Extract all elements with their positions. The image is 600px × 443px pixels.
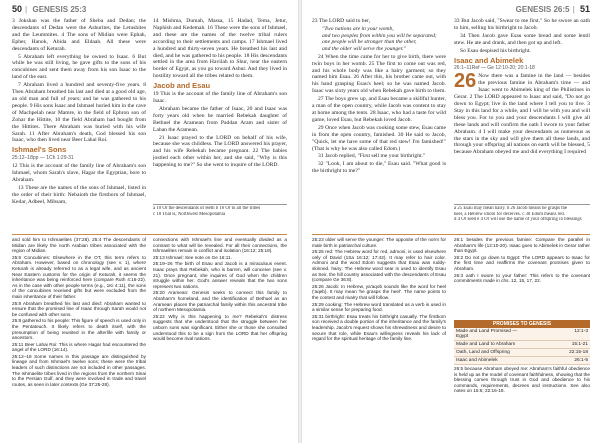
study-note: 25:25 red: The Hebrew word for red, admoni, is used elsewhere only of David (1Sa 16:12; 17:42). It may refer to hair color. Admoni and the word Edom suggests that Esau was ruddy-skinned. hairy: The Hebrew word sear is used to identify Esau as Seir, the hill country associated with the descendants of Esau (compare Ge 36:8). (312, 249, 446, 283)
study-note: 25:26 Jacob: In Hebrew, ya'aqob sounds like the word for heel ('aqeb). It may mean 'he grasps the heel'. The name points to the contest and rivalry that will follow. (312, 283, 446, 300)
verse-paragraph: 13 These are the names of the sons of Ishmael, listed in the order of their birth: Nebaioth the firstborn of Ishmael, Kedar, Adbeel, Mibsam, (12, 184, 146, 205)
poetry-block (322, 26, 446, 53)
verse-paragraph: Abraham became the father of Isaac, 20 and Isaac was forty years old when he married Rebekah daughter of Bethuel the Aramean from Paddan Aram and sister of Laban the Aramean. (153, 105, 287, 133)
table-cell: Oath, Land and Offspring (456, 350, 510, 355)
table-cell: Isaac and Abimelek (456, 358, 498, 363)
study-note: 25:20 Aramean: Genesis seeks to connect this family to Abraham's homeland, and the identification of Bethuel as an Aramean places the patriarchal family within this ancestral tribe of northern Mesopotamia. (153, 290, 287, 313)
table-cell: 26:1-5 (574, 358, 588, 363)
section-reference: 26:1–11Ref — Ge 12:10-20; 20:1-18 (454, 65, 535, 72)
table-row (454, 341, 590, 349)
study-note: 26:2 Do not go down to Egypt: The LORD appears to Isaac for the first time and reaffirms the covenant promises given to Abraham. (454, 254, 590, 271)
footnotes (454, 204, 590, 226)
table-cell: Made and Land to Abraham (456, 342, 516, 347)
verse-paragraph: 32 "Look, I am about to die," Esau said. "What good is the birthright to me?" (312, 161, 446, 175)
study-notes-column-2 (454, 237, 590, 317)
chapter-ref: 26:5 (553, 5, 570, 14)
page-number: 50 (12, 4, 23, 14)
table-row (454, 349, 590, 357)
chapter-ref: 25:3 (70, 5, 87, 14)
study-note: 25:13 Ishmael: See note on Ge 16:11. (153, 254, 232, 260)
promises-table (454, 320, 590, 365)
verse-paragraph: So Esau despised his birthright. (460, 47, 531, 54)
study-note: 25:31 birthright: Esau treats his birthright casually. The firstborn son received a double portion of the inheritance and the family's leadership. Jacob's request shows his shrewdness and desire to secure that role, while Esau's willingness reveals his lack of regard for the spiritual heritage of the family line. (312, 313, 446, 342)
study-note: 26:3 oath I swore to your father: This refers to the covenant commitments made in chs. 12, 15, 17, 22. (454, 272, 590, 284)
footnote: a 25 Esau may mean hairy. b 26 Jacob means he grasps the (454, 206, 568, 211)
verse-text: Now there was a famine in the land — besides the previous famine in Abraham's time — and Isaac went to Abimelek king of the Philistines in Gerar. 2 The LORD appeared to Isaac and said, "Do not go down to Egypt; live in the land where I tell you to live. 3 Stay in this land for a while, and I will be with you and will bless you. For to you and your descendants I will give all these lands and will confirm the oath I swore to your father Abraham. 4 I will make your descendants as numerous as the stars in the sky and will give them all these lands, and through your offspring all nations on earth will be blessed, 5 because Abraham obeyed me and did everything I required (454, 73, 590, 156)
study-notes-column-1 (12, 237, 146, 439)
scripture-column-2 (153, 18, 287, 202)
study-note: connections with Ishmael's line and eventually divided as a contrast to what will be revealed. For all their connections, the Ishmaelites remain in conflict and isolation (16:12; 25:18). (153, 237, 287, 254)
study-notes-column-2 (153, 237, 287, 439)
notes-divider (12, 234, 287, 235)
study-note: 25:12–18 Some names in this passage are distinguished by lineage and from Ishmael's twelve sons; these were the tribal leaders of such distinctions are not included in other passages. The Ishmaelite tribes lived in the regions from the northern Sinai to the Persian Gulf, and they were involved in trade and travel routes, as seen in later contexts (Ge 37:25-28). (12, 353, 146, 387)
page-number: 51 (579, 4, 590, 14)
study-note: 26:5 because Abraham obeyed me: Abraham's faithful obedience is held up as the model of covenant faithfulness, showing that the blessing comes through trust in God and obedience to his commands, requirements, decrees and instructions. See also notes on 15:6; 22:16-18. (454, 366, 590, 394)
study-note: 25:19–26 The birth of Esau and Jacob is a miraculous event. Isaac prays that Rebekah, who is barren, will conceive (see v. 21). Once pregnant, she inquires of God when the children struggle within her. God's answer reveals that the two sons represent two nations. (153, 261, 287, 289)
study-note: and sold him to Ishmaelites (37:28). 25:4 The descendants of Midian are likely the north Arabian tribes associated with the region of Midian. (12, 237, 146, 254)
study-note: 25:11 Beer Lahai Roi: This is where Hagar had encountered the angel of the LORD (16:14). (12, 341, 146, 353)
verse-paragraph: 3 Jokshan was the father of Sheba and Dedan; the descendants of Dedan were the Ashurites, the Letushites and the Leummites. 4 The sons of Midian were Ephah, Epher, Hanok, Abida and Eldaah. All these were descendants of Keturah. (12, 18, 146, 52)
table-cell: Made and Land Promised — Egypt (456, 329, 518, 339)
study-note: 25:22 Why is this happening to me? Rebekah's distress suggests that she understood that the struggle between her unborn sons was significant. Either she or those she consulted understood this to be a sign from the LORD that her offspring would become rival nations. (153, 313, 287, 342)
verse-paragraph: 19 This is the account of the family line of Abraham's son Isaac. (153, 91, 287, 104)
verse-paragraph (454, 70, 590, 156)
table-cell: 12:1-3 (574, 329, 588, 334)
footnote: c 18 That is, Northwest Mesopotamia (153, 211, 226, 217)
section-heading-ishmael: Ishmael's Sons (12, 145, 67, 155)
left-page (0, 0, 298, 443)
table-cell: 15:1-21 (571, 342, 588, 347)
verse-paragraph: 29 Once when Jacob was cooking some stew, Esau came in from the open country, famished. 30 He said to Jacob, "Quick, let me have some of that red stew! I'm famished!" (That is why he was also called Edom.) (312, 124, 446, 152)
right-page (302, 0, 600, 443)
left-page-header: 50 | GENESIS 25:3 (12, 4, 87, 14)
footnotes (153, 204, 287, 220)
study-notes-column-2b (454, 366, 590, 439)
section-heading-jacob-esau: Jacob and Esau (153, 81, 211, 91)
poetry-line: and the older will serve the younger." (322, 46, 406, 53)
study-note: 25:29 cooking: The Hebrew word translated as a verb is used in a similar sense for preparing food. (312, 301, 446, 313)
verse-paragraph: 31 Jacob replied, "First sell me your birthright." (318, 153, 426, 160)
verse-paragraph: 12 This is the account of the family line of Abraham's son Ishmael, whom Sarah's slave, Hagar the Egyptian, bore to Abraham. (12, 163, 146, 183)
study-note: 25:6 Concubines: Elsewhere in the OT, this term refers to Abraham. However, based on chronology (see v. 1), where Keturah is already referred to as a legal wife, and as ancient Near Eastern customs for the origin of Keturah, it seems the inheritance was being reinforced here (compare Ruth 4:16-22). As in the case with other people terms (e.g., 1Ki 4:11), the sons of the concubines received gifts but were excluded from the main inheritance of their father. (12, 254, 146, 299)
scripture-column-2 (454, 18, 590, 202)
footnote: a 10 Or the descendants of Heth b 16 Or to all the tribes (153, 206, 261, 211)
study-note: 25:23 older will serve the younger: The opposite of the norm for male birth in patriarchal culture. (312, 237, 446, 248)
book-name: GENESIS (32, 5, 69, 14)
verse-paragraph: 23 The LORD said to her, (312, 18, 371, 24)
study-notes-column-1 (312, 237, 446, 439)
table-cell: 22:15-18 (569, 350, 588, 355)
poetry-line: one people will be stronger than the other, (322, 39, 417, 46)
footnote: d 4 Or seed e 4 Or will use the name of your offspring in blessings (454, 217, 582, 223)
scripture-column-1 (12, 18, 146, 232)
table-row (454, 328, 590, 341)
verse-paragraph: 14 Mishma, Dumah, Massa, 15 Hadad, Tema, Jetur, Naphish and Kedemah. 16 These were the sons of Ishmael, and these are the names of the twelve tribal rulers according to their settlements and camps. 17 Ishmael lived a hundred and thirty-seven years. He breathed his last and died, and he was gathered to his people. 18 His descendants settled in the area from Havilah to Shur, near the eastern border of Egypt, as you go toward Ashur. And they lived in hostility toward all the tribes related to them. (153, 18, 287, 80)
section-reference: 25:12–18pp — 1Ch 1:29-31 (12, 155, 74, 162)
book-name: GENESIS (515, 5, 552, 14)
poetry-line: and two peoples from within you will be separated; (322, 32, 437, 39)
verse-paragraph: 33 But Jacob said, "Swear to me first." So he swore an oath to him, selling his birthright to Jacob. (454, 18, 590, 31)
study-note: 26:1 besides the previous famine: Compare the parallel in Abraham's life (12:10-20). Isaac goes to Abimelek in Gerar rather than Egypt. (454, 237, 590, 254)
table-row (454, 357, 590, 365)
verse-paragraph: 7 Abraham lived a hundred and seventy-five years. 8 Then Abraham breathed his last and died at a good old age, an old man and full of years; and he was gathered to his people. 9 His sons Isaac and Ishmael buried him in the cave of Machpelah near Mamre, in the field of Ephron son of Zohar the Hittite, 10 the field Abraham had bought from the Hittites. There Abraham was buried with his wife Sarah. 11 After Abraham's death, God blessed his son Isaac, who then lived near Beer Lahai Roi. (12, 82, 146, 144)
scripture-column-1 (312, 18, 446, 232)
chapter-dropcap: 26 (454, 70, 477, 93)
right-page-header: GENESIS 26:5 | 51 (515, 4, 590, 14)
table-title: PROMISES TO GENESIS (454, 320, 590, 328)
poetry-line: "Two nations are in your womb, (322, 25, 394, 32)
study-note: 25:8 Abraham breathed his last and died: Abraham wanted to ensure that the promised line of Isaac through Sarah would not be confused with other sons. (12, 300, 146, 317)
verse-paragraph: 34 Then Jacob gave Esau some bread and some lentil stew. He ate and drank, and then got up and left. (454, 32, 590, 46)
verse-paragraph: 5 Abraham left everything he owned to Isaac. 6 But while he was still living, he gave gifts to the sons of his concubines and sent them away from his son Isaac to the land of the east. (12, 53, 146, 81)
footnote: heel, a Hebrew idiom for deceives. c 30 Edom means red. (454, 211, 565, 217)
verse-paragraph: 27 The boys grew up, and Esau became a skillful hunter, a man of the open country, while Jacob was content to stay at home among the tents. 28 Isaac, who had a taste for wild game, loved Esau, but Rebekah loved Jacob. (312, 96, 446, 123)
study-note: 25:8 gathered to his people: This figure of speech is used only in the Pentateuch. It likely refers to death itself, with the presumption of being reunited in the afterlife with family or ancestors. (12, 318, 146, 341)
notes-divider (312, 234, 590, 235)
verse-paragraph: 21 Isaac prayed to the LORD on behalf of his wife, because she was childless. The LORD answered his prayer, and his wife Rebekah became pregnant. 22 The babies jostled each other within her, and she said, "Why is this happening to me?" So she went to inquire of the LORD. (153, 134, 287, 169)
verse-paragraph: 24 When the time came for her to give birth, there were twin boys in her womb. 25 The first to come out was red, and his whole body was like a hairy garment; so they named him Esau. 26 After this, his brother came out, with his hand grasping Esau's heel; so he was named Jacob. Isaac was sixty years old when Rebekah gave birth to them. (312, 53, 446, 95)
section-heading-isaac-abimelek: Isaac and Abimelek (454, 55, 524, 65)
